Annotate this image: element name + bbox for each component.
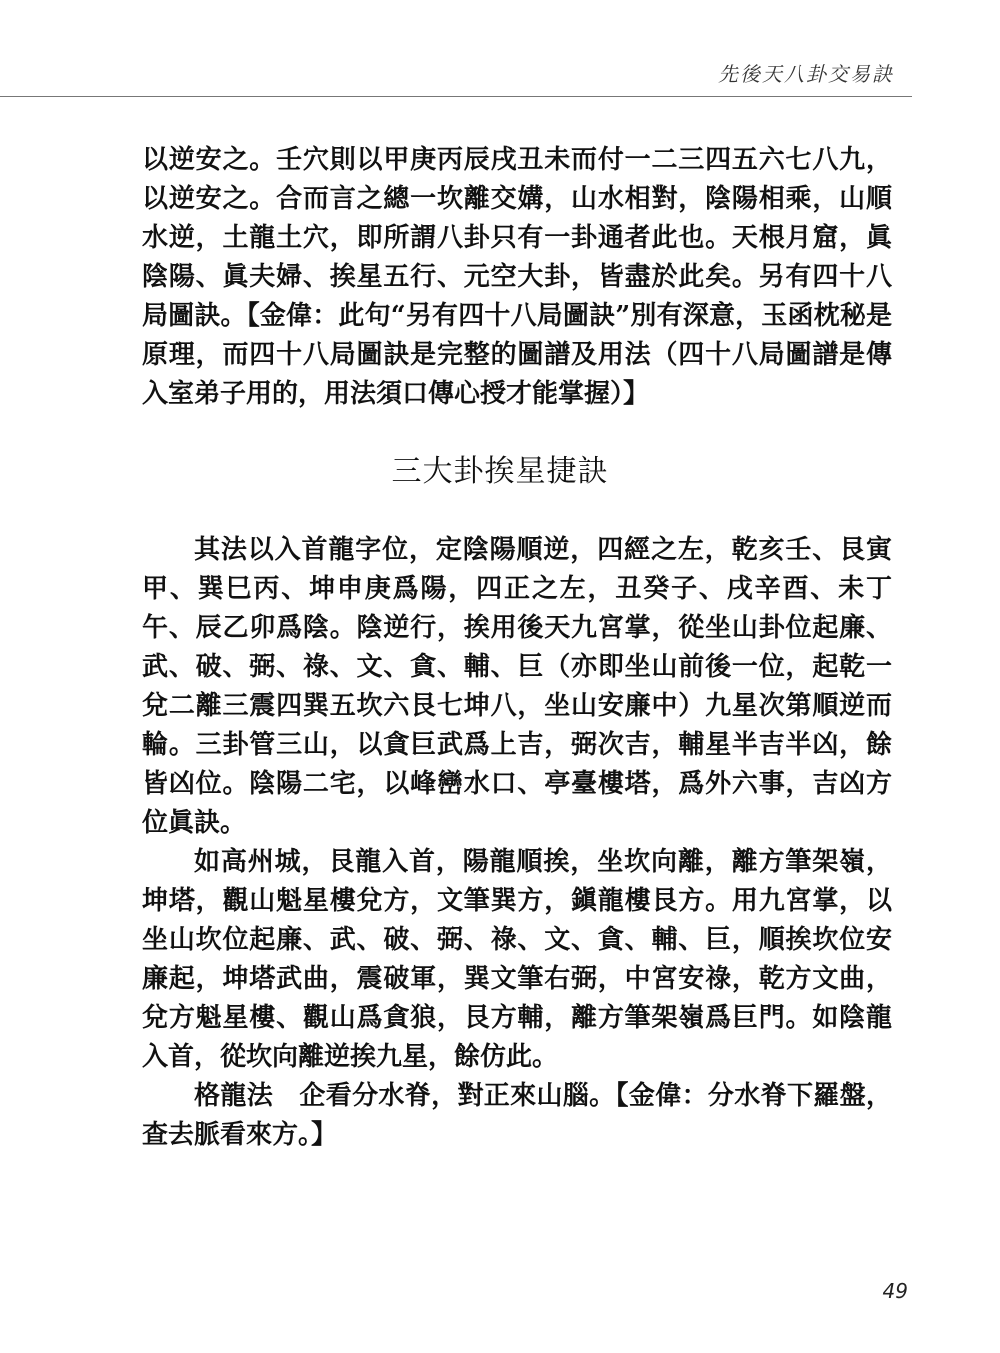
- paragraph: 如高州城，艮龍入首，陽龍順挨，坐坎向離，離方筆架嶺，坤塔，觀山魁星樓兌方，文筆巽方，鎭龍樓艮方。用九宮掌，以坐山坎位起廉、武、破、弼、祿、文、貪、輔、巨，順挨坎位安廉起，坤塔武曲，震破軍，巽文筆右弼，中宮安祿，乾方文曲，兌方魁星樓、觀山爲貪狼，艮方輔，離方筆架嶺爲巨門。如陰龍入首，從坎向離逆挨九星，餘仿此。: [142, 847, 892, 1072]
- page-number: 49: [882, 1279, 908, 1303]
- continued-text-block: [142, 141, 892, 414]
- paragraph: 其法以入首龍字位，定陰陽順逆，四經之左，乾亥壬、艮寅甲、巽巳丙、坤申庚爲陽，四正之左，丑癸子、戌辛酉、未丁午、辰乙卯爲陰。陰逆行，挨用後天九宮掌，從坐山卦位起廉、武、破、弼、祿、文、貪、輔、巨（亦即坐山前後一位，起乾一兌二離三震四巽五坎六艮七坤八，坐山安廉中）九星次第順逆而輪。三卦管三山，以貪巨武爲上吉，弼次吉，輔星半吉半凶，餘皆凶位。陰陽二宅，以峰巒水口、亭臺樓塔，爲外六事，吉凶方位眞訣。: [142, 535, 892, 838]
- section-body: [142, 531, 892, 1155]
- paragraph: 格龍法 企看分水脊，對正來山腦。【金偉：分水脊下羅盤，查去脈看來方。】: [142, 1081, 892, 1150]
- section-heading: 三大卦挨星捷訣: [391, 454, 609, 489]
- header-divider: [0, 96, 912, 97]
- running-header-title: 先後天八卦交易訣: [718, 62, 894, 86]
- paragraph: 以逆安之。壬穴則以甲庚丙辰戌丑未而付一二三四五六七八九，以逆安之。合而言之總一坎離交媾，山水相對，陰陽相乘，山順水逆，土龍土穴，即所謂八卦只有一卦通者此也。天根月窟，眞陰陽、眞夫婦、挨星五行、元空大卦，皆盡於此矣。另有四十八局圖訣。【金偉：此句“另有四十八局圖訣”別有深意，玉函枕秘是原理，而四十八局圖訣是完整的圖譜及用法（四十八局圖譜是傳入室弟子用的，用法須口傳心授才能掌握）】: [142, 145, 892, 409]
